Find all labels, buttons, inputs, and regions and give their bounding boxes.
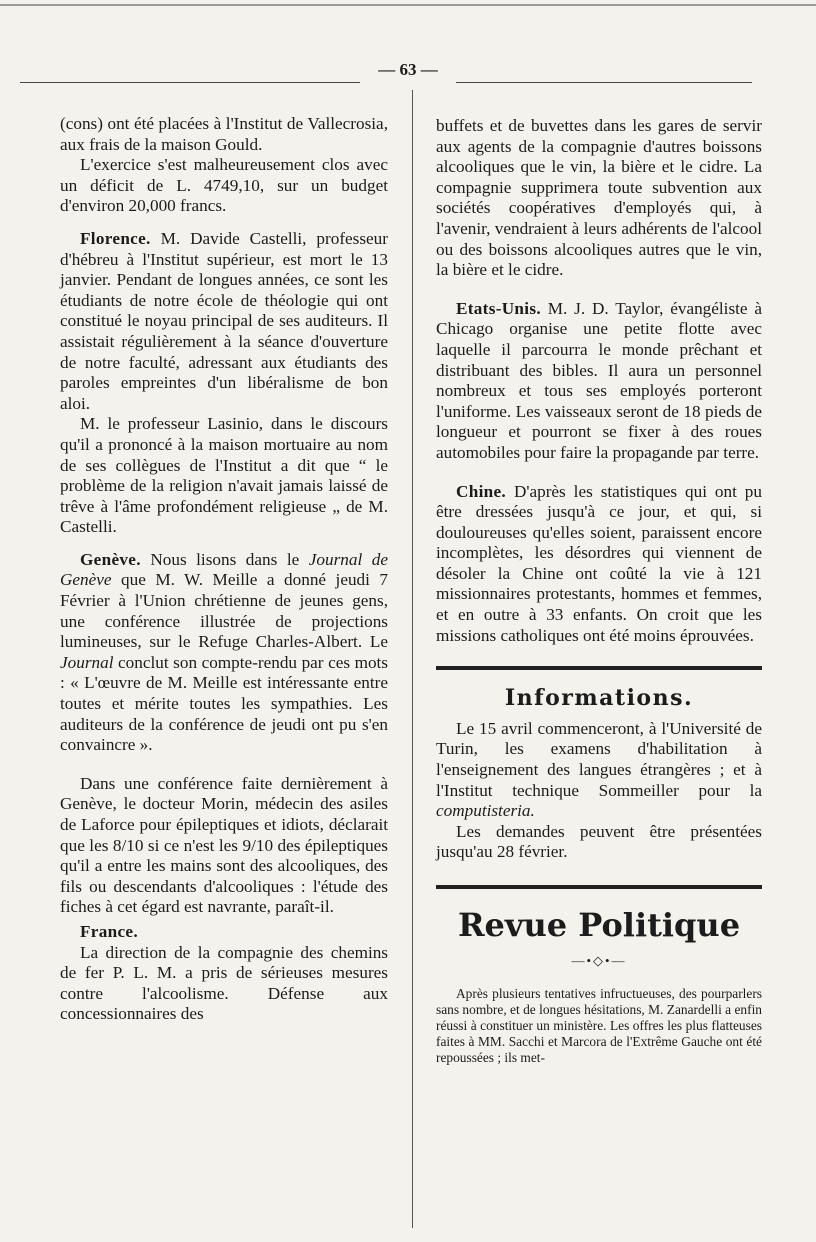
paragraph-france-continued: buffets et de buvettes dans les gares de servir aux agents de la compagnie d'autres boissons alcooliques que le vin, la bière et le cidre. La compagnie supprimera toute subvention aux sociétés coopératives d'employés qui, à l'avenir, vendraient à leurs adhérents de l'alcool ou des boissons alcooliques autres que le vin, la bière et le cidre.: [436, 116, 762, 280]
paragraph-deficit: L'exercice s'est malheureusement clos avec un déficit de L. 4749,10, sur un budget d'environ 20,000 francs.: [60, 155, 388, 216]
paragraph-lasinio: M. le professeur Lasinio, dans le discours qu'il a prononcé à la maison mortuaire au nom de ses collègues de l'Institut a dit que “ le problème de la religion n'avait jamais laissé de trêve à l'âme profondément religieuse „ de M. Castelli.: [60, 414, 388, 537]
ornament-divider: —•◇•—: [571, 953, 627, 968]
etats-unis-text: M. J. D. Taylor, évangéliste à Chicago organise une petite flotte avec laquelle il parcourra le monde prêchant et distribuant des bibles. Il aura un personnel nombreux et tous ses employés porteront l'uniforme. Les vaisseaux seront de 18 pieds de longueur et pourront se fixer à des roues automobiles pour faire la propagande par terre.: [436, 298, 762, 462]
section-separator: [436, 666, 762, 670]
paragraph-vallecrosia: (cons) ont été placées à l'Institut de Vallecrosia, aux frais de la maison Gould.: [60, 114, 388, 154]
article-geneve: [60, 550, 388, 756]
page-number: — 63 —: [378, 60, 438, 79]
article-france: La direction de la compagnie des chemins de fer P. L. M. a pris de sérieuses mesures contre l'alcoolisme. Défense aux concessionnaires des: [60, 942, 388, 1024]
heading-geneve: Genève.: [80, 549, 141, 569]
right-column: [436, 116, 762, 1067]
column-divider: [412, 90, 413, 1228]
heading-chine: Chine.: [456, 481, 507, 501]
article-etats-unis: [436, 299, 762, 464]
heading-france: France.: [80, 921, 138, 941]
header-rule-left: [20, 82, 360, 83]
chine-text: D'après les statistiques qui ont pu être dressées jusqu'à ce jour, et qui, si douloureuses qu'elles soient, paraissent encore incomplètes, les désordres qui viennent de désoler la Chine ont coûté la vie à 121 missionnaires protestants, hommes et femmes, et en outre à 33 enfants. On croit que les missions catholiques ont été moins éprouvées.: [436, 481, 762, 645]
paragraph-morin: Dans une conférence faite dernièrement à Genève, le docteur Morin, médecin des asiles de Laforce pour épileptiques et idiots, déclarait que les 8/10 si ce n'est les 9/10 des épileptiques qu'il a entre les mains sont des alcooliques, des fils ou descendants d'alcooliques : l'étude des fiches à cet égard est navrante, paraît-il.: [60, 773, 388, 917]
article-florence: [60, 229, 388, 414]
info-computisteria: computisteria.: [436, 801, 535, 821]
journal-title: Journal de Genève: [60, 549, 388, 590]
heading-france-line: [60, 922, 388, 943]
info-demandes: Les demandes peuvent être présentées jusqu'au 28 février.: [436, 821, 762, 862]
florence-text: M. Davide Castelli, professeur d'hébreu à l'Institut supérieur, est mort le 13 janvier. Pendant de longues années, ce sont les étudiants de notre école de théologie qui ont constitué le noyau principal de ses auditeurs. Il assistait régulièrement à la séance d'ouverture de notre faculté, adressant aux étudiants des paroles empreintes d'un libéralisme de bon aloi.: [60, 228, 388, 413]
geneve-text-c: conclut son compte-rendu par ces mots : « L'œuvre de M. Meille est intéressante entre toutes et mérite toutes les sympathies. Les auditeurs de la conférence de jeudi ont pu s'en convaincre ».: [60, 652, 388, 755]
top-edge-rule: [0, 4, 816, 6]
geneve-text-a: Nous lisons dans le: [140, 549, 309, 569]
geneve-text-b: que M. W. Meille a donné jeudi 7 Février à l'Union chrétienne de jeunes gens, une conférence illustrée de projections lumineuses, sur le Refuge Charles-Albert. Le: [60, 570, 388, 652]
revue-politique-title: Revue Politique: [457, 906, 741, 944]
journal-ref: Journal: [60, 652, 114, 672]
info-turin: [436, 719, 762, 822]
article-chine: [436, 482, 762, 647]
heading-etats-unis: Etats-Unis.: [456, 298, 541, 318]
revue-politique-text: Après plusieurs tentatives infructueuses, des pourparlers sans nombre, et de longues hésitations, M. Zanardelli a enfin réussi à constituer un ministère. Les offres les plus flatteuses faites à MM. Sacchi et Marcora de l'Extrême Gauche ont été repoussées ; ils met-: [436, 985, 762, 1066]
informations-title: Informations.: [504, 685, 694, 712]
info-turin-text: Le 15 avril commenceront, à l'Université de Turin, les examens d'habilitation à l'enseignement des langues étrangères ; et à l'Institut technique Sommeiller pour la: [436, 718, 762, 800]
heading-florence: Florence.: [80, 228, 151, 248]
section-separator-2: [436, 885, 762, 889]
header-rule-right: [456, 82, 752, 83]
left-column: [60, 114, 388, 1025]
